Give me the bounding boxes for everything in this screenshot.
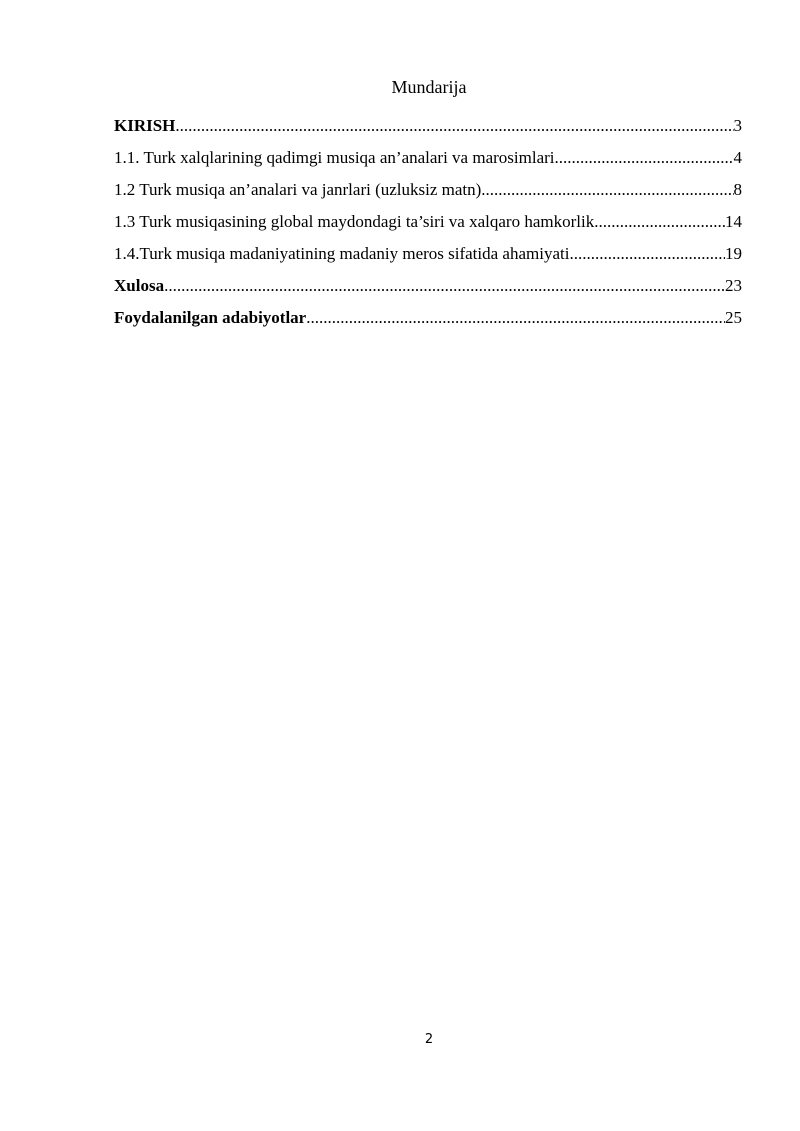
toc-dot-leader <box>164 275 725 297</box>
toc-entry-page: 14 <box>725 212 742 231</box>
toc-dot-leader <box>481 179 733 201</box>
toc-dot-leader <box>555 147 734 169</box>
toc-entry-page: 8 <box>733 180 742 199</box>
toc-entry-page: 3 <box>733 116 742 135</box>
toc-dot-leader <box>306 307 725 329</box>
toc-dot-leader <box>569 243 725 265</box>
toc-entry-page: 19 <box>725 244 742 263</box>
toc-entry-1-4 <box>114 243 742 275</box>
page-number: 2 <box>424 1032 434 1047</box>
toc-entry-1-3 <box>114 211 742 243</box>
toc-dot-leader <box>594 211 725 233</box>
toc-entry-label: Foydalanilgan adabiyotlar <box>114 308 307 327</box>
toc-entry-adabiyotlar <box>114 307 742 339</box>
toc-entry-label: 1.2 Turk musiqa an’analari va janrlari (uzluksiz matn) <box>114 180 482 199</box>
toc-entry-page: 23 <box>725 276 742 295</box>
toc-entry-label: 1.3 Turk musiqasining global maydondagi ta’siri va xalqaro hamkorlik <box>114 212 595 231</box>
toc-title: Mundarija <box>391 77 467 97</box>
toc-entry-label: 1.1. Turk xalqlarining qadimgi musiqa an’analari va marosimlari <box>114 148 555 167</box>
toc-entry-page: 25 <box>725 308 742 327</box>
toc-dot-leader <box>175 115 733 137</box>
toc-entry-xulosa <box>114 275 742 307</box>
toc-entry-label: Xulosa <box>114 276 165 295</box>
toc-entry-label: KIRISH <box>114 116 176 135</box>
toc-entry-kirish <box>114 115 742 147</box>
toc-entry-label: 1.4.Turk musiqa madaniyatining madaniy meros sifatida ahamiyati <box>114 244 570 263</box>
toc-entry-1-2 <box>114 179 742 211</box>
toc-entry-page: 4 <box>733 148 742 167</box>
toc-entry-1-1 <box>114 147 742 179</box>
table-of-contents <box>114 115 742 339</box>
